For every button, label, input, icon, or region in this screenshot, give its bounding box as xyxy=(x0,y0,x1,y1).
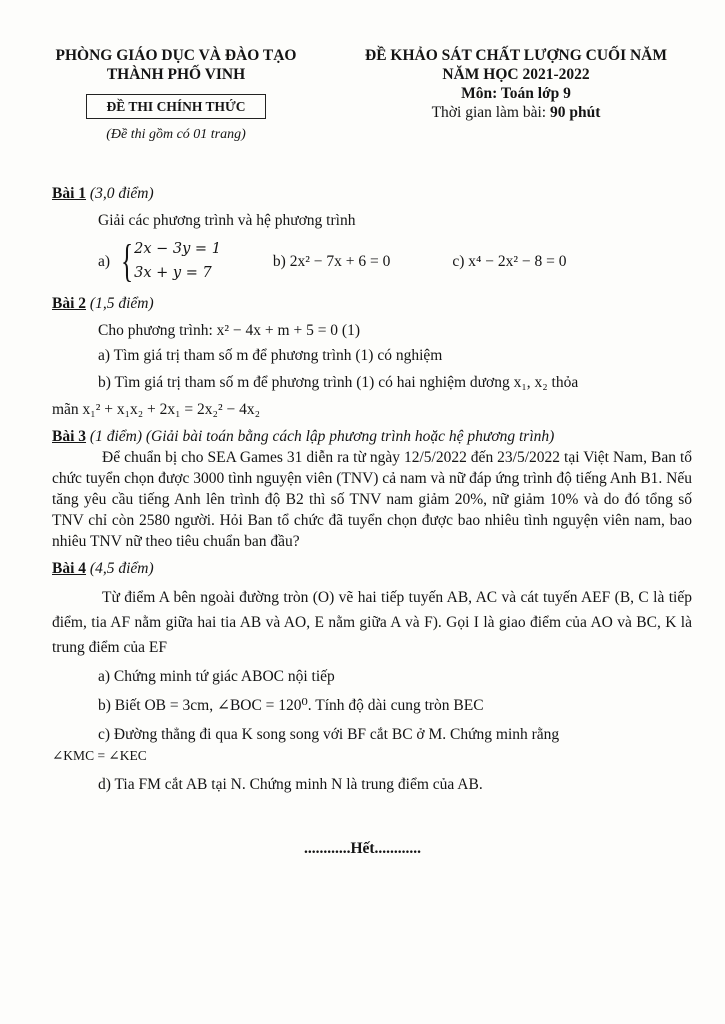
bai2-b-cont: mãn x₁² + x₁x₂ + 2x₁ = 2x₂² − 4x₂ xyxy=(52,401,260,418)
city-name: THÀNH PHỐ VINH xyxy=(106,66,246,83)
bai1-heading xyxy=(52,183,692,204)
bai3-title: Bài 3 xyxy=(52,428,87,445)
header-right xyxy=(340,46,692,122)
system-line-1: 2x − 3y = 1 xyxy=(134,241,221,257)
bai4-points: (4,5 điểm) xyxy=(86,560,154,577)
exam-content xyxy=(52,183,692,795)
bai3-points: (1 điểm) (Giải bài toán bằng cách lập phương trình hoặc hệ phương trình) xyxy=(86,428,555,445)
bai2-b: b) Tìm giá trị tham số m để phương trình (1) có hai nghiệm dương x₁, x₂ thỏa xyxy=(98,374,579,391)
end-marker: ............Hết............ xyxy=(303,840,422,857)
bai4-d: d) Tia FM cắt AB tại N. Chứng minh N là trung điểm của AB. xyxy=(98,776,483,793)
bai1-instruction: Giải các phương trình và hệ phương trình xyxy=(98,212,356,229)
exam-title: ĐỀ KHẢO SÁT CHẤT LƯỢNG CUỐI NĂM xyxy=(365,47,667,64)
bai3-heading xyxy=(52,426,692,447)
brace-icon: { xyxy=(121,235,134,286)
bai1-points: (3,0 điểm) xyxy=(86,185,154,202)
bai4-a: a) Chứng minh tứ giác ABOC nội tiếp xyxy=(98,668,335,685)
bai4-b: b) Biết OB = 3cm, ∠BOC = 120⁰. Tính độ dài cung tròn BEC xyxy=(98,697,484,714)
bai1-title: Bài 1 xyxy=(52,185,87,202)
time-label: Thời gian làm bài: xyxy=(431,104,550,121)
bai1-c: c) x⁴ − 2x² − 8 = 0 xyxy=(452,252,567,270)
bai3-text: Để chuẩn bị cho SEA Games 31 diễn ra từ ngày 12/5/2022 đến 23/5/2022 tại Việt Nam, Ban tổ chức tuyển chọn được 3000 tình nguyện viên (TNV) cả nam và nữ đáp ứng trình độ tiếng Anh B1. Nếu tăng yêu cầu tiếng Anh lên trình độ B2 thì số TNV nam giảm 20%, nữ giảm 10% và do đó tổng số TNV chỉ còn 2580 người. Hỏi Ban tổ chức đã tuyển chọn được bao nhiêu tình nguyện viên nam, bao nhiêu TNV nữ theo tiêu chuẩn ban đầu? xyxy=(52,449,692,550)
bai2-points: (1,5 điểm) xyxy=(86,295,154,312)
bai1-b: b) 2x² − 7x + 6 = 0 xyxy=(272,252,391,270)
subject: Môn: Toán lớp 9 xyxy=(461,85,571,102)
bai4-intro: Từ điểm A bên ngoài đường tròn (O) vẽ hai tiếp tuyến AB, AC và cát tuyến AEF (B, C là tiếp điểm, tia AF nằm giữa hai tia AB và AO, E nằm giữa A và F). Gọi I là giao điểm của AO và BC, K là trung điểm của EF xyxy=(52,589,692,656)
official-exam-box: ĐỀ THI CHÍNH THỨC xyxy=(86,94,267,119)
bai1-equations xyxy=(52,233,692,289)
bai4-c-cont: ∠KMC = ∠KEC xyxy=(52,748,147,763)
bai1-a-label: a) xyxy=(98,252,111,270)
header-left xyxy=(36,46,316,144)
time-limit xyxy=(340,103,692,122)
equation-system xyxy=(116,237,221,285)
bai2-a: a) Tìm giá trị tham số m để phương trình (1) có nghiệm xyxy=(98,347,443,364)
bai2-heading xyxy=(52,293,692,314)
bai4-c: c) Đường thẳng đi qua K song song với BF cắt BC ở M. Chứng minh rằng xyxy=(98,726,560,743)
department-name: PHÒNG GIÁO DỤC VÀ ĐÀO TẠO xyxy=(55,47,297,64)
system-line-2: 3x + y = 7 xyxy=(134,265,212,281)
school-year: NĂM HỌC 2021-2022 xyxy=(442,66,590,83)
bai4-title: Bài 4 xyxy=(52,560,87,577)
bai4-heading xyxy=(52,558,692,579)
time-value: 90 phút xyxy=(550,104,601,121)
bai2-title: Bài 2 xyxy=(52,295,87,312)
bai2-given: Cho phương trình: x² − 4x + m + 5 = 0 (1) xyxy=(98,322,361,339)
page-count-note: (Đề thi gồm có 01 trang) xyxy=(106,127,246,142)
